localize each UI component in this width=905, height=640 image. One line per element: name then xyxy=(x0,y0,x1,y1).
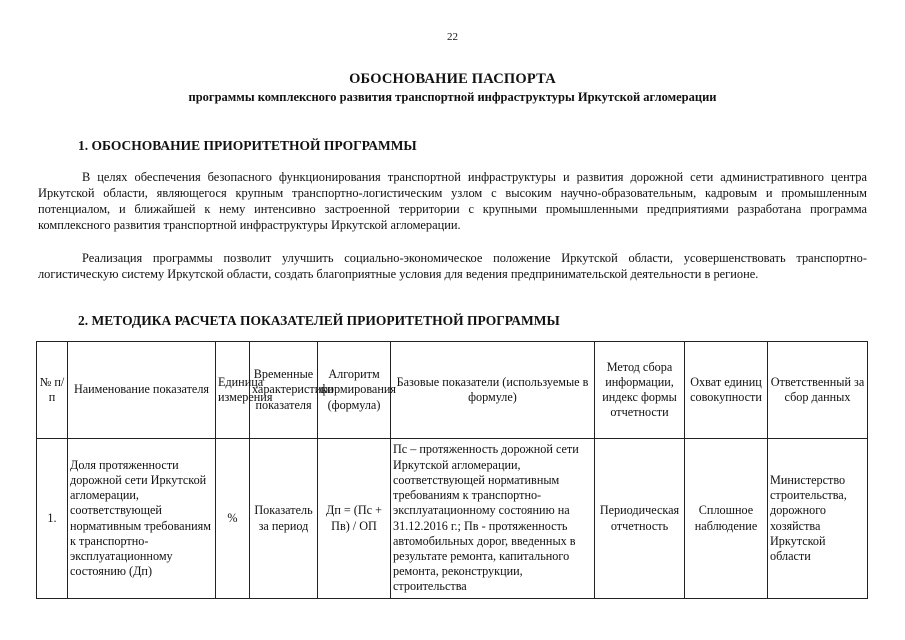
section-1-paragraph-1: В целях обеспечения безопасного функционирования транспортной инфраструктуры и развития дорожной сети административного центра Иркутской области, являющегося крупным транспортно-логистическим узлом с высоким научно-образовательным, кадровым и промышленным потенциалом, и ближайшей к нему интенсивно застроенной территории с крупными промышленными предприятиями разработана программа комплексного развития транспортной инфраструктуры Иркутской агломерации. xyxy=(38,170,867,232)
cell-number: 1. xyxy=(37,439,68,599)
cell-time: Показатель за период xyxy=(250,439,318,599)
cell-name: Доля протяженности дорожной сети Иркутской агломерации, соответствующей нормативным требованиям к транспортно-эксплуатационному состоянию (Дп) xyxy=(68,439,216,599)
section-1-heading: 1. ОБОСНОВАНИЕ ПРИОРИТЕТНОЙ ПРОГРАММЫ xyxy=(78,138,417,153)
cell-unit: % xyxy=(216,439,250,599)
header-number: № п/п xyxy=(37,342,68,439)
header-coverage: Охват единиц совокупности xyxy=(685,342,768,439)
section-1-paragraph-2: Реализация программы позволит улучшить социально-экономическое положение Иркутской области, усовершенствовать транспортно-логистическую систему Иркутской области, создать благоприятные условия для ведения предпринимательской деятельности в регионе. xyxy=(38,251,867,281)
table-header-row xyxy=(37,342,868,439)
document-title: ОБОСНОВАНИЕ ПАСПОРТА xyxy=(349,71,556,87)
header-time: Временные характеристики показателя xyxy=(250,342,318,439)
cell-method: Периодическая отчетность xyxy=(595,439,685,599)
cell-coverage: Сплошное наблюдение xyxy=(685,439,768,599)
cell-base: Пс – протяженность дорожной сети Иркутской агломерации, соответствующей нормативным требованиям к транспортно-эксплуатационному состоянию на 31.12.2016 г.; Пв - протяженность автомобильных дорог, введенных в результате ремонта, капитального ремонта, реконструкции, строительства xyxy=(391,439,595,599)
header-base: Базовые показатели (используемые в формуле) xyxy=(391,342,595,439)
header-responsible: Ответственный за сбор данных xyxy=(768,342,868,439)
table-row xyxy=(37,439,868,599)
page-number: 22 xyxy=(447,31,458,43)
cell-responsible: Министерство строительства, дорожного хозяйства Иркутской области xyxy=(768,439,868,599)
header-unit: Единица измерения xyxy=(216,342,250,439)
cell-formula: Дп = (Пс + Пв) / ОП xyxy=(318,439,391,599)
indicators-table xyxy=(36,341,868,599)
document-subtitle: программы комплексного развития транспортной инфраструктуры Иркутской агломерации xyxy=(188,90,717,104)
header-name: Наименование показателя xyxy=(68,342,216,439)
section-2-heading: 2. МЕТОДИКА РАСЧЕТА ПОКАЗАТЕЛЕЙ ПРИОРИТЕТНОЙ ПРОГРАММЫ xyxy=(78,313,560,328)
header-method: Метод сбора информации, индекс формы отчетности xyxy=(595,342,685,439)
header-formula: Алгоритм формирования (формула) xyxy=(318,342,391,439)
